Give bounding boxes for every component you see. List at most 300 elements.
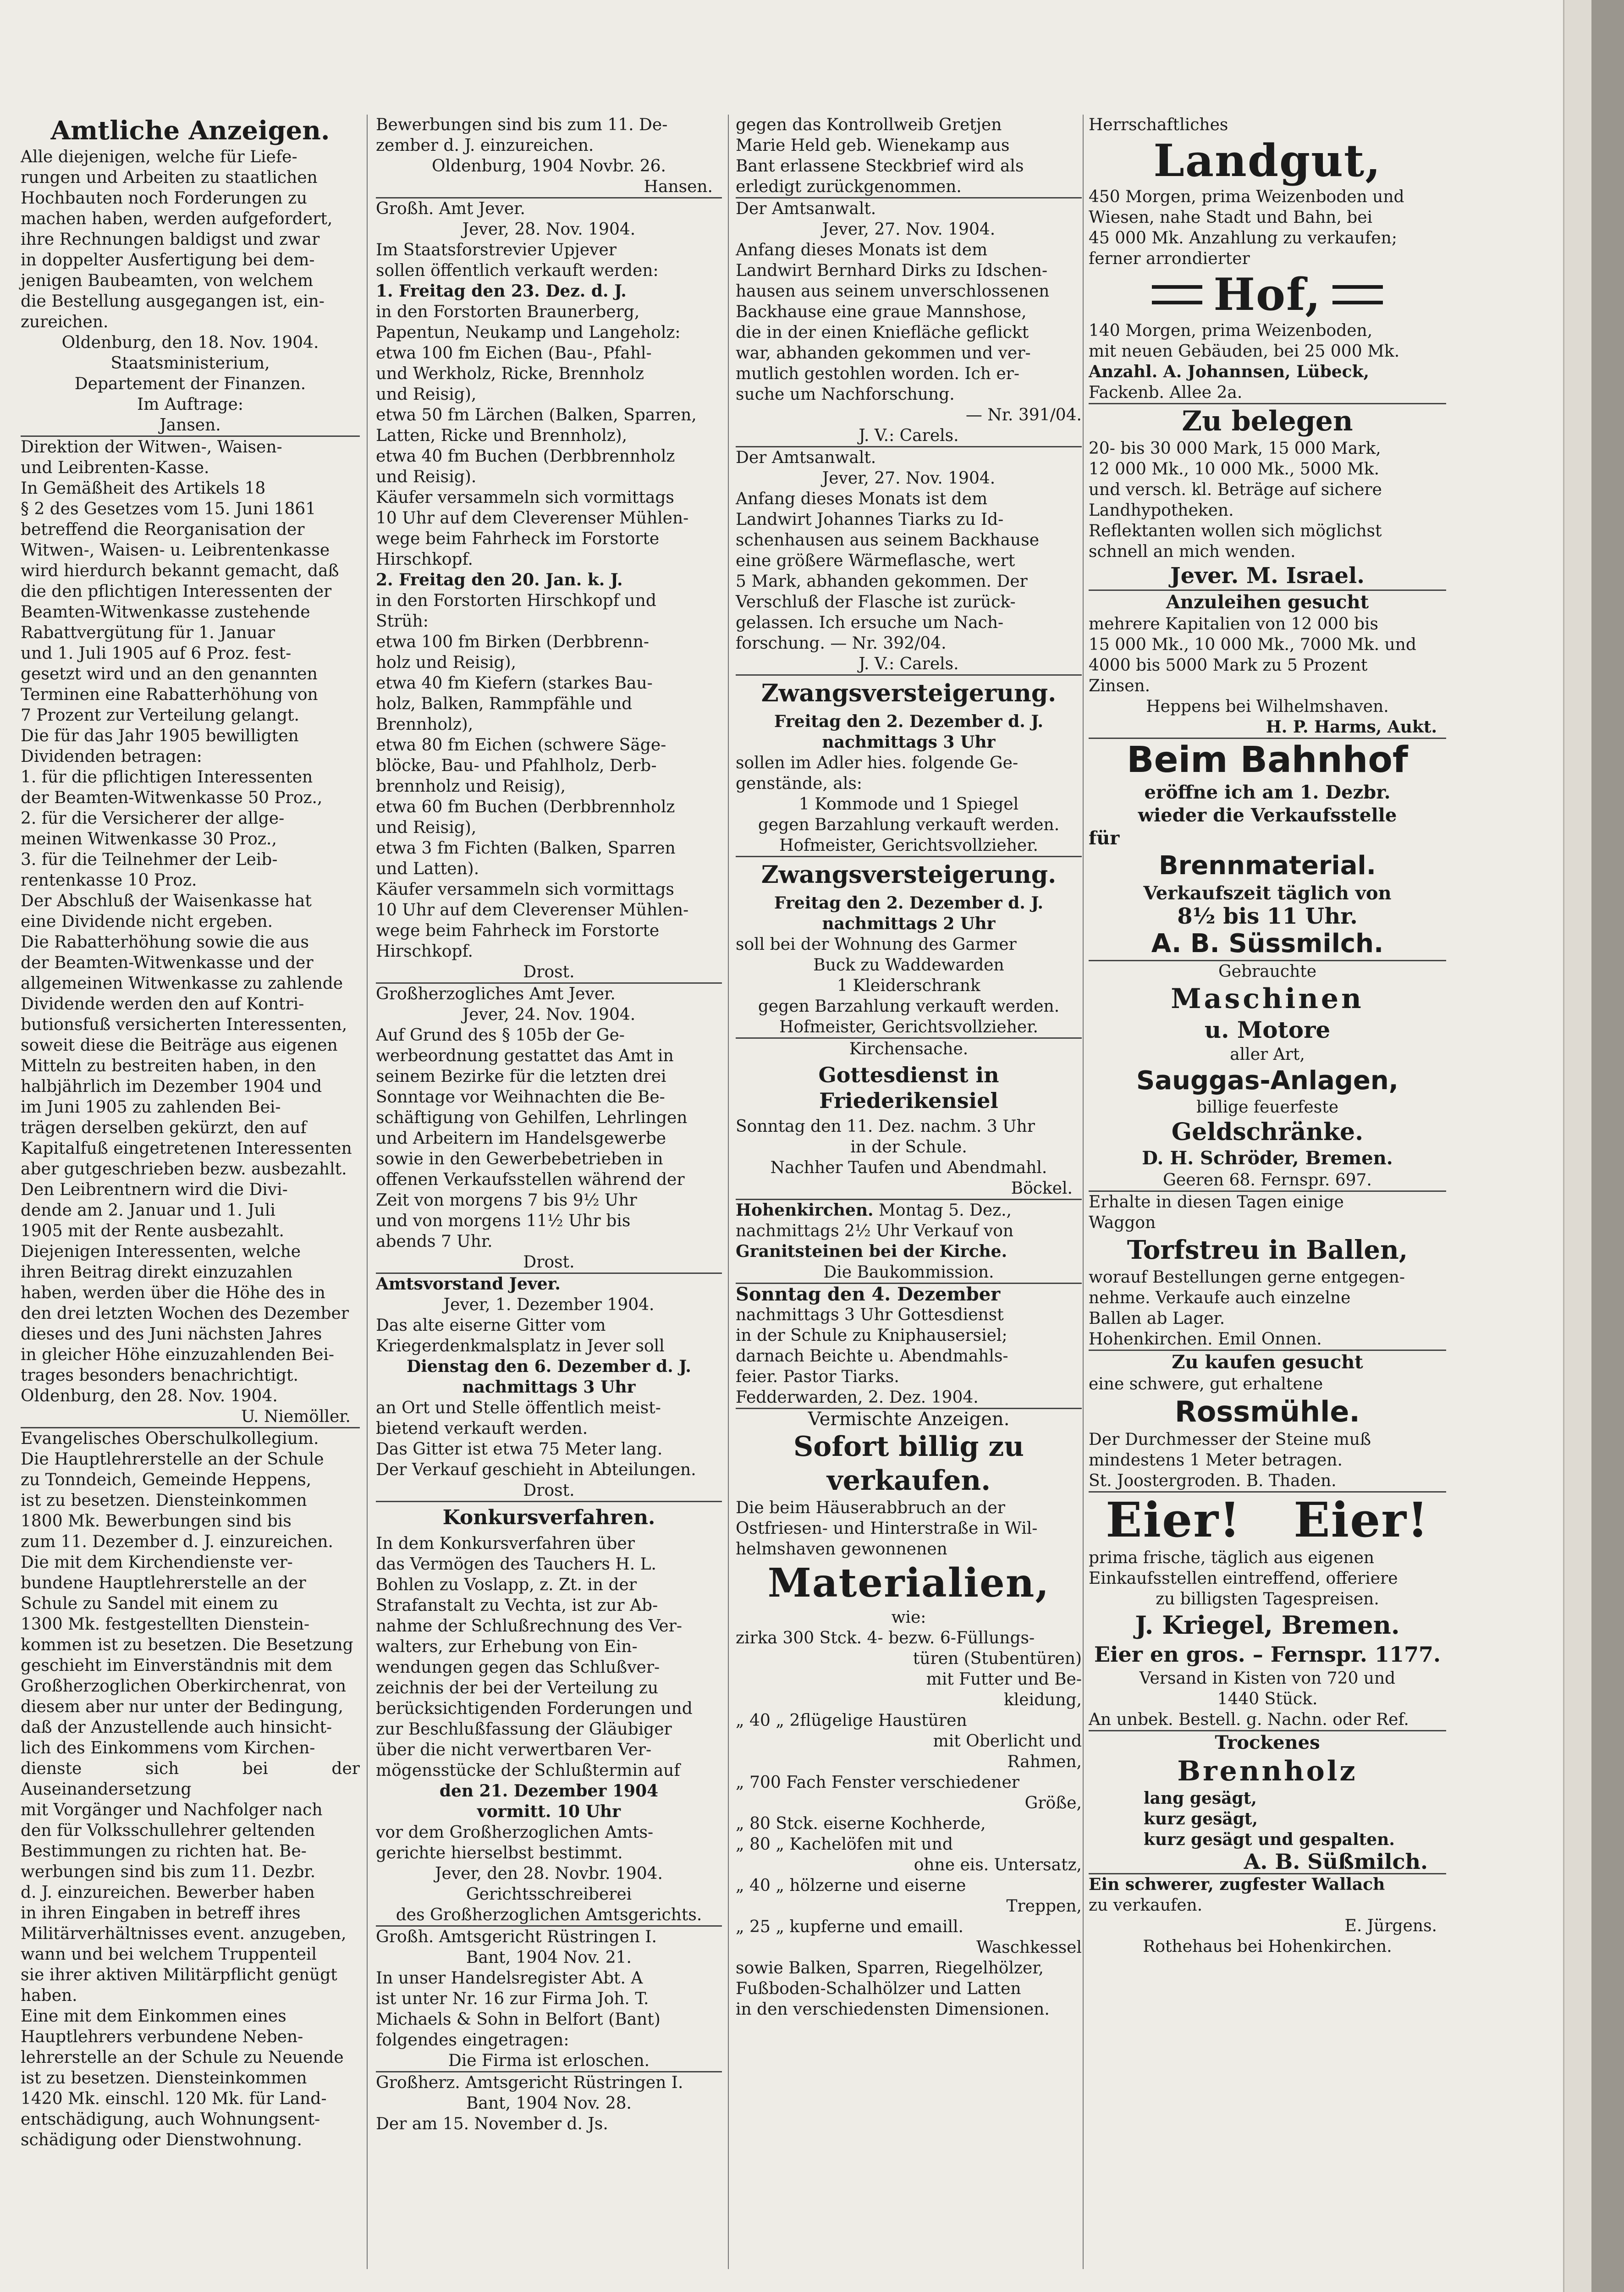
notice-top <box>376 115 722 197</box>
text-line: schenhausen aus seinem Backhause <box>736 531 1039 550</box>
text-line: forschung. — Nr. 392/04. <box>736 634 947 653</box>
signature: Drost. <box>523 963 575 981</box>
text-line: Der Amtsanwalt. <box>736 448 876 467</box>
text-line: 3. für die Teilnehmer der Leib- <box>21 850 278 869</box>
text-line: Diejenigen Interessenten, welche <box>21 1242 301 1261</box>
text-line: Fußboden-Schalhölzer und Latten <box>736 1979 1021 1998</box>
text-line: Latten, Ricke und Brennholz), <box>376 426 628 445</box>
section-title-amtliche: Amtliche Anzeigen. <box>50 116 330 146</box>
text-line: Direktion der Witwen-, Waisen- <box>21 438 282 457</box>
text-line: des Großherzoglichen Amtsgerichts. <box>396 1906 702 1924</box>
text-line: Bohlen zu Voslapp, z. Zt. in der <box>376 1576 637 1594</box>
text-line: zum 11. Dezember d. J. einzureichen. <box>21 1532 333 1551</box>
text-line: zur Beschlußfassung der Gläubiger <box>376 1720 672 1739</box>
text-line: Zinsen. <box>1089 677 1151 695</box>
text-line: Brennholz), <box>376 715 473 734</box>
bold-date: den 21. Dezember 1904 <box>439 1781 659 1801</box>
text-line: nehme. Verkaufe auch einzelne <box>1089 1289 1351 1307</box>
text-line: und versch. kl. Beträge auf sichere <box>1089 480 1382 499</box>
place-label: Hohenkirchen. <box>736 1201 874 1220</box>
text-line: worauf Bestellungen gerne entgegen- <box>1089 1268 1405 1287</box>
text-line: Bestimmungen zu richten hat. Be- <box>21 1842 307 1861</box>
signature: Im Auftrage: <box>137 395 243 414</box>
place-date: Oldenburg, den 18. Nov. 1904. <box>61 333 319 352</box>
text-line: Die beim Häuserabbruch an der <box>736 1499 1005 1517</box>
text-line: bundene Hauptlehrerstelle an der <box>21 1574 306 1592</box>
text-line: seinem Bezirke für die letzten drei <box>376 1067 666 1086</box>
text-line: Die Firma ist erloschen. <box>448 2051 650 2070</box>
list-item: „ 700 Fach Fenster verschiedener <box>736 1773 1019 1792</box>
text-line: aller Art, <box>1230 1045 1305 1064</box>
notice-vermischte <box>736 1409 1082 2020</box>
text-line: Fackenb. Allee 2a. <box>1089 383 1243 402</box>
text-line: Strüh: <box>376 612 429 631</box>
bold-date: Dienstag den 6. Dezember d. J. nachmittags 3 Uhr <box>407 1357 691 1397</box>
text-line: Der Durchmesser der Steine muß <box>1089 1430 1371 1449</box>
text-line: 1420 Mk. einschl. 120 Mk. für Land- <box>21 2089 327 2108</box>
text-line: Schule zu Sandel mit einem zu <box>21 1594 279 1613</box>
text-line: den für Volksschullehrer geltenden <box>21 1821 315 1840</box>
bold-date: 1. Freitag den 23. Dez. d. J. <box>376 281 627 301</box>
text-line: Evangelisches Oberschulkollegium. <box>21 1429 319 1448</box>
list-item: Größe, <box>1024 1794 1082 1813</box>
ad-beim-bahnhof <box>1089 739 1446 960</box>
text-line: und Werkholz, Ricke, Brennholz <box>376 364 644 383</box>
column-1 <box>21 115 360 2150</box>
text-line: nachmittags 3 Uhr Gottesdienst <box>736 1306 1004 1324</box>
divider <box>376 1501 722 1502</box>
headline: Torfstreu in Ballen, <box>1127 1235 1408 1265</box>
text-line: dende am 2. Januar und 1. Juli <box>21 1201 275 1220</box>
text-line: meinen Witwenkasse 30 Proz., <box>21 830 277 848</box>
text-line: 1. für die pflichtigen Interessenten <box>21 768 313 787</box>
signature: A. B. Süssmilch. <box>1151 929 1384 959</box>
text-line: in ihren Eingaben in betreff ihres <box>21 1904 301 1923</box>
headline: Brennholz <box>1177 1755 1358 1787</box>
text-line: jenigen Baubeamten, von welchem <box>21 271 314 290</box>
ad-landgut <box>1089 115 1446 403</box>
text-line: lich des Einkommens vom Kirchen- <box>21 1739 315 1758</box>
notice-forst <box>376 198 722 982</box>
text-line: berücksichtigenden Forderungen und <box>376 1699 693 1718</box>
place-date: Oldenburg, den 28. Nov. 1904. <box>21 1387 278 1405</box>
text-line: und von morgens 11½ Uhr bis <box>376 1212 631 1230</box>
headline: Sauggas-Anlagen, <box>1136 1066 1398 1096</box>
notice-title: Zwangsversteigerung. <box>761 861 1057 889</box>
text-line: Papentun, Neukamp und Langeholz: <box>376 323 681 342</box>
text-line: Rothehaus bei Hohenkirchen. <box>1143 1937 1392 1956</box>
text-line: mögensstücke der Schlußtermin auf <box>376 1761 680 1780</box>
text-line: Anfang dieses Monats ist dem <box>736 490 988 508</box>
signature: St. Joostergroden. B. Thaden. <box>1089 1471 1337 1490</box>
headline: Landgut, <box>1153 135 1382 187</box>
list-item: Waschkessel <box>976 1938 1082 1957</box>
text-line: bietend verkauft werden. <box>376 1419 588 1438</box>
text-line: billige feuerfeste <box>1196 1098 1339 1117</box>
text-line: in den verschiedensten Dimensionen. <box>736 2000 1050 2019</box>
text-line: und Latten). <box>376 860 479 878</box>
headline: Rossmühle. <box>1175 1395 1360 1428</box>
text-line: Hochbauten noch Forderungen zu <box>21 189 308 208</box>
list-item: „ 40 „ hölzerne und eiserne <box>736 1876 966 1895</box>
text-line: und Leibrenten-Kasse. <box>21 458 209 477</box>
text-line: Bant erlassene Steckbrief wird als <box>736 157 1024 176</box>
column-3 <box>736 115 1082 2020</box>
text-line: betreffend die Reorganisation der <box>21 520 305 539</box>
text-line: d. J. einzureichen. Bewerber haben <box>21 1883 315 1902</box>
text-line: wege beim Fahrheck im Forstorte <box>376 921 660 940</box>
text-line: 1300 Mk. festgestellten Dienstein- <box>21 1615 310 1634</box>
text-line: allgemeinen Witwenkasse zu zahlende <box>21 974 343 993</box>
text-line: etwa 50 fm Lärchen (Balken, Sparren, <box>376 406 697 424</box>
text-line: wird hierdurch bekannt gemacht, daß <box>21 562 339 580</box>
text-line: diesem aber nur unter der Bedingung, <box>21 1697 343 1716</box>
text-line: holz, Balken, Rammpfähle und <box>376 694 633 713</box>
list-item: kleidung, <box>1003 1691 1082 1709</box>
text-line: und 1. Juli 1905 auf 6 Proz. fest- <box>21 644 292 663</box>
text-line: dieses und des Juni nächsten Jahres <box>21 1325 322 1344</box>
text-line: ist zu besetzen. Diensteinkommen <box>21 2069 307 2088</box>
ad-maschinen <box>1089 961 1446 1190</box>
text-line: 12 000 Mk., 10 000 Mk., 5000 Mk. <box>1089 460 1380 479</box>
text-line: werbungen sind bis zum 11. Dezbr. <box>21 1862 316 1881</box>
ad-wallach <box>1089 1874 1446 1957</box>
headline: Beim Bahnhof <box>1127 739 1408 781</box>
text-line: Eier en gros. – Fernspr. 1177. <box>1094 1642 1441 1667</box>
text-line: etwa 100 fm Birken (Derbbrenn- <box>376 633 650 651</box>
text-line: im Juni 1905 zu zahlenden Bei- <box>21 1098 281 1117</box>
headline: Brennmaterial. <box>1159 851 1376 881</box>
notice-title: Gottesdienst in Friederikensiel <box>818 1063 999 1113</box>
firm-name: D. H. Schröder, Bremen. <box>1142 1147 1393 1169</box>
text-line: Dividende werden den auf Kontri- <box>21 995 304 1014</box>
text-line: sowie in den Gewerbebetrieben in <box>376 1150 663 1168</box>
text-line: Strafanstalt zu Vechta, ist zur Ab- <box>376 1596 658 1615</box>
text-line: eine Dividende nicht ergeben. <box>21 912 273 931</box>
text-line: 450 Morgen, prima Weizenboden und <box>1089 187 1404 206</box>
signature: A. B. Süßmilch. <box>1244 1849 1428 1874</box>
text-line: schäftigung von Gehilfen, Lehrlingen <box>376 1108 688 1127</box>
text-line: 140 Morgen, prima Weizenboden, <box>1089 321 1373 340</box>
text-line: Granitsteinen bei der Kirche. <box>736 1242 1007 1261</box>
text-line: werbeordnung gestattet das Amt in <box>376 1047 674 1065</box>
ad-label: Gebrauchte <box>1218 962 1317 981</box>
text-line: die in der einen Kniefläche geflickt <box>736 323 1029 342</box>
text-line: Landwirt Johannes Tiarks zu Id- <box>736 510 1004 529</box>
column-2 <box>376 115 722 2134</box>
text-line: wann und bei welchem Truppenteil <box>21 1945 317 1964</box>
text-line: Der Abschluß der Waisenkasse hat <box>21 892 312 910</box>
text-line: Hirschkopf. <box>376 942 473 961</box>
firm-name: J. Kriegel, Bremen. <box>1135 1610 1400 1640</box>
text-line: 1905 mit der Rente ausbezahlt. <box>21 1222 284 1240</box>
text-line: in der Schule. <box>850 1138 967 1157</box>
text-line: Kapitalfuß eingetretenen Interessenten <box>21 1139 352 1158</box>
signature: Drost. <box>523 1481 575 1500</box>
text-line: Militärverhältnisses event. anzugeben, <box>21 1924 347 1943</box>
text-line: zu billigsten Tagespreisen. <box>1156 1590 1379 1609</box>
list-item: kurz gesägt, <box>1144 1809 1258 1829</box>
text-line: Wiesen, nahe Stadt und Bahn, bei <box>1089 208 1373 227</box>
notice-bottom <box>376 2072 722 2134</box>
text-line: Ostfriesen- und Hinterstraße in Wil- <box>736 1519 1038 1538</box>
signature: Jansen. <box>160 416 221 435</box>
ad-eier <box>1089 1493 1446 1730</box>
text-line: in doppelter Ausfertigung bei dem- <box>21 251 315 270</box>
signature: U. Niemöller. <box>241 1407 351 1426</box>
list-item: „ 80 „ Kachelöfen mit und <box>736 1835 953 1854</box>
signature: H. P. Harms, Aukt. <box>1266 717 1437 737</box>
text-line: ist zu besetzen. Diensteinkommen <box>21 1491 307 1510</box>
headline: Zu belegen <box>1182 405 1353 437</box>
text-line: vor dem Großherzoglichen Amts- <box>376 1823 654 1842</box>
text-line: eine größere Wärmeflasche, wert <box>736 551 1015 570</box>
text-line: zureichen. <box>21 313 109 331</box>
text-line: Nachher Taufen und Abendmahl. <box>770 1158 1047 1177</box>
signature: Hohenkirchen. Emil Onnen. <box>1089 1330 1322 1349</box>
text-line: Oldenburg, 1904 Novbr. 26. <box>432 157 666 176</box>
signature: Departement der Finanzen. <box>74 375 306 393</box>
text-line: schädigung oder Dienstwohnung. <box>21 2131 302 2149</box>
ad-label: Zu kaufen gesucht <box>1172 1351 1363 1373</box>
text-line: 1800 Mk. Bewerbungen sind bis <box>21 1512 292 1531</box>
list-item: „ 80 Stck. eiserne Kochherde, <box>736 1814 986 1833</box>
text-line: 7 Prozent zur Verteilung gelangt. <box>21 706 299 725</box>
list-item: mit Futter und Be- <box>926 1670 1082 1689</box>
list-item: lang gesägt, <box>1144 1789 1257 1808</box>
text-line: Verkaufszeit täglich von <box>1143 882 1392 904</box>
text-line: In unser Handelsregister Abt. A <box>376 1969 643 1988</box>
text-line: Eine mit dem Einkommen eines <box>21 2007 286 2026</box>
text-line: 20- bis 30 000 Mark, 15 000 Mark, <box>1089 439 1381 458</box>
text-line: und Arbeitern im Handelsgewerbe <box>376 1129 666 1148</box>
text-line: ferner arrondierter <box>1089 249 1250 268</box>
text-line: Landhypotheken. <box>1089 501 1234 520</box>
text-line: erledigt zurückgenommen. <box>736 177 962 196</box>
text-line: In Gemäßheit des Artikels 18 <box>21 479 266 498</box>
text-line: mehrere Kapitalien von 12 000 bis <box>1089 615 1378 634</box>
ad-label: Herrschaftliches <box>1089 116 1228 134</box>
notice-title: Konkursverfahren. <box>442 1506 655 1529</box>
notice-gottesdienst <box>736 1284 1082 1408</box>
text-line: wieder die Verkaufsstelle <box>1138 804 1397 826</box>
text-line: 8½ bis 11 Uhr. <box>1177 904 1358 929</box>
text-line: offenen Verkaufsstellen während der <box>376 1170 685 1189</box>
page-stack-edge <box>1563 0 1593 2292</box>
hof-headline-row <box>1089 269 1446 320</box>
text-line: blöcke, Bau- und Pfahlholz, Derb- <box>376 756 657 775</box>
text-line: Die mit dem Kirchendienste ver- <box>21 1553 293 1572</box>
text-line: Fedderwarden, 2. Dez. 1904. <box>736 1388 979 1407</box>
text-line: ihre Rechnungen baldigst und zwar <box>21 230 320 249</box>
text-line: 1 Kommode und 1 Spiegel <box>798 795 1019 814</box>
headline: Materialien, <box>767 1560 1050 1606</box>
text-line: in gleicher Höhe einzuzahlenden Bei- <box>21 1345 335 1364</box>
headline: Eier! Eier! <box>1106 1492 1429 1548</box>
bold-date: Freitag den 2. Dezember d. J. nachmittags 3 Uhr <box>774 712 1044 752</box>
list-item: mit Oberlicht und <box>933 1732 1082 1751</box>
text-line: Ein schwerer, zugfester Wallach <box>1089 1875 1385 1894</box>
signature: Drost. <box>523 1253 575 1272</box>
text-line: Hauptlehrers verbundene Neben- <box>21 2028 303 2046</box>
text-line: An unbek. Bestell. g. Nachn. oder Ref. <box>1089 1710 1409 1729</box>
text-line: aber gutgeschrieben bezw. ausbezahlt. <box>21 1160 347 1179</box>
text-line: suche um Nachforschung. <box>736 385 955 404</box>
text-line: Waggon <box>1089 1213 1156 1232</box>
text-line: soweit diese die Beiträge aus eigenen <box>21 1036 338 1055</box>
text-line: Buck zu Waddewarden <box>813 956 1004 975</box>
text-line: Michaels & Sohn in Belfort (Bant) <box>376 2010 661 2029</box>
text-line: Kriegerdenkmalsplatz in Jever soll <box>376 1337 665 1355</box>
signature: Hansen. <box>644 177 713 196</box>
headline: verkaufen. <box>826 1465 991 1497</box>
text-line: 15 000 Mk., 10 000 Mk., 7000 Mk. und <box>1089 635 1416 654</box>
section-label: Vermischte Anzeigen. <box>808 1409 1010 1430</box>
text-line: Den Leibrentnern wird die Divi- <box>21 1180 288 1199</box>
text-line: Sonntage vor Weihnachten die Be- <box>376 1088 665 1107</box>
notice-top <box>736 115 1082 197</box>
text-line: Verschluß der Flasche ist zurück- <box>736 593 1016 612</box>
text-line: machen haben, werden aufgefordert, <box>21 209 333 228</box>
text-line: Backhause eine graue Mannshose, <box>736 303 1027 321</box>
text-line: abends 7 Uhr. <box>376 1232 493 1251</box>
text-line: walters, zur Erhebung von Ein- <box>376 1637 638 1656</box>
text-line: sollen im Adler hies. folgende Ge- <box>736 754 1018 772</box>
list-item: Treppen, <box>1006 1897 1082 1916</box>
text-line: Bant, 1904 Nov. 28. <box>466 2094 632 2113</box>
signature: E. Jürgens. <box>1344 1917 1437 1935</box>
text-line: in den Forstorten Hirschkopf und <box>376 591 656 610</box>
text-line: genstände, als: <box>736 774 862 793</box>
column-rule <box>367 115 368 2269</box>
ad-zu-belegen <box>1089 404 1446 590</box>
text-line: gegen das Kontrollweib Gretjen <box>736 116 1002 134</box>
column-4 <box>1089 115 1446 1957</box>
double-rule-ornament <box>1152 285 1202 304</box>
text-line: für <box>1089 827 1120 849</box>
notice-direktion <box>21 437 360 1427</box>
text-line: etwa 3 fm Fichten (Balken, Sparren <box>376 839 676 858</box>
bold-date: Freitag den 2. Dezember d. J. nachmittags 2 Uhr <box>774 893 1044 933</box>
divider <box>736 674 1082 676</box>
text-line: die Bestellung ausgegangen ist, ein- <box>21 292 325 311</box>
text-line: und Reisig). <box>376 468 477 486</box>
text-line: Witwen-, Waisen- u. Leibrentenkasse <box>21 541 330 560</box>
text-line: ihren Beitrag direkt einzuzahlen <box>21 1263 293 1282</box>
text-line: helmshaven gewonnenen <box>736 1540 947 1559</box>
notice-handelsregister <box>376 1927 722 2071</box>
text-line: brennholz und Reisig), <box>376 777 566 796</box>
text-line: Jever, 27. Nov. 1904. <box>822 469 996 488</box>
notice-kirchensache <box>736 1039 1082 1199</box>
text-line: Landwirt Bernhard Dirks zu Idschen- <box>736 261 1048 280</box>
text-line: 4000 bis 5000 Mark zu 5 Prozent <box>1089 656 1368 675</box>
text-line: war, abhanden gekommen und ver- <box>736 344 1031 363</box>
signature: Jever. M. Israel. <box>1170 563 1365 589</box>
text-line: kommen ist zu besetzen. Die Besetzung <box>21 1636 353 1654</box>
text-line: 45 000 Mk. Anzahlung zu verkaufen; <box>1089 229 1397 248</box>
text-line: rentenkasse 10 Proz. <box>21 871 197 890</box>
text-line: an Ort und Stelle öffentlich meist- <box>376 1399 661 1417</box>
text-line: zu Tonndeich, Gemeinde Heppens, <box>21 1471 312 1489</box>
text-line: etwa 40 fm Buchen (Derbbrennholz <box>376 447 675 466</box>
text-line: wendungen gegen das Schlußver- <box>376 1658 660 1677</box>
signature: Staatsministerium, <box>110 354 270 373</box>
text-line: die den pflichtigen Interessenten der <box>21 582 332 601</box>
text-line: etwa 80 fm Eichen (schwere Säge- <box>376 736 666 755</box>
text-line: zu verkaufen. <box>1089 1896 1203 1915</box>
list-item: zirka 300 Stck. 4- bezw. 6-Füllungs- <box>736 1629 1035 1647</box>
text-line: Erhalte in diesen Tagen einige <box>1089 1193 1344 1212</box>
text-line: hausen aus seinem unverschlossenen <box>736 282 1050 301</box>
text-line: Gerichtsschreiberei <box>466 1885 632 1904</box>
text-line: In dem Konkursverfahren über <box>376 1534 635 1553</box>
text-line: Jever, den 28. Novbr. 1904. <box>435 1864 663 1883</box>
text-line: Ballen ab Lager. <box>1089 1309 1225 1328</box>
text-line: Sonntag den 11. Dez. nachm. 3 Uhr <box>736 1117 1035 1136</box>
text-line: 10 Uhr auf dem Cleverenser Mühlen- <box>376 901 689 920</box>
text-line: wie: <box>891 1608 926 1627</box>
text-line: mit Vorgänger und Nachfolger nach <box>21 1801 323 1819</box>
text-line: geschieht im Einverständnis mit dem <box>21 1656 333 1675</box>
text-line: Geeren 68. Fernspr. 697. <box>1163 1171 1372 1190</box>
text-line: gegen Barzahlung verkauft werden. <box>758 997 1060 1016</box>
text-line: Der Verkauf geschieht in Abteilungen. <box>376 1460 696 1479</box>
text-line: trägen derselben gekürzt, den auf <box>21 1118 307 1137</box>
text-line: Käufer versammeln sich vormittags <box>376 488 674 507</box>
divider <box>736 856 1082 857</box>
signature: Hofmeister, Gerichtsvollzieher. <box>779 836 1038 855</box>
text-line: entschädigung, auch Wohnungsent- <box>21 2110 320 2129</box>
text-line: Auf Grund des § 105b der Ge- <box>376 1026 625 1045</box>
text-line: Großherzogliches Amt Jever. <box>376 985 616 1003</box>
text-line: Terminen eine Rabatterhöhung von <box>21 685 318 704</box>
text-line: halbjährlich im Dezember 1904 und <box>21 1077 322 1096</box>
text-line: zeichnis der bei der Verteilung zu <box>376 1679 659 1697</box>
text-line: Großh. Amtsgericht Rüstringen I. <box>376 1928 657 1946</box>
text-line: mit neuen Gebäuden, bei 25 000 Mk. <box>1089 342 1400 361</box>
column-rule <box>1083 115 1084 2269</box>
ad-torfstreu <box>1089 1192 1446 1350</box>
text-line: Der am 15. November d. Js. <box>376 2115 608 2133</box>
notice-title: Zwangsversteigerung. <box>761 679 1057 707</box>
text-line: Die Rabatterhöhung sowie die aus <box>21 933 309 952</box>
ad-anzuleihen <box>1089 591 1446 738</box>
text-line: eine schwere, gut erhaltene <box>1089 1375 1323 1394</box>
text-line: Jever, 24. Nov. 1904. <box>462 1005 636 1024</box>
text-line: darnach Beichte u. Abendmahls- <box>736 1347 1008 1366</box>
text-line: etwa 100 fm Eichen (Bau-, Pfahl- <box>376 344 652 363</box>
text-line: Hirschkopf. <box>376 550 473 569</box>
text-line: über die nicht verwertbaren Ver- <box>376 1741 652 1759</box>
text-line: Im Staatsforstrevier Upjever <box>376 241 617 259</box>
signature: Böckel. <box>1011 1179 1073 1198</box>
ad-brennholz <box>1089 1731 1446 1873</box>
ad-label: Trockenes <box>1215 1732 1320 1753</box>
headline: Anzuleihen gesucht <box>1166 591 1369 613</box>
list-item: „ 25 „ kupferne und emaill. <box>736 1917 964 1936</box>
page-stack-shadow <box>1591 0 1624 2292</box>
text-line: § 2 des Gesetzes vom 15. Juni 1861 <box>21 500 316 518</box>
notice-amtsanwalt-1 <box>736 198 1082 446</box>
text-line: Heppens bei Wilhelmshaven. <box>1146 697 1389 716</box>
text-line: mindestens 1 Meter betragen. <box>1089 1451 1343 1470</box>
text-line: Großherzoglichen Oberkirchenrat, von <box>21 1677 347 1696</box>
text-line: Bant, 1904 Nov. 21. <box>466 1948 632 1967</box>
text-line: lehrerstelle an der Schule zu Neuende <box>21 2048 344 2067</box>
list-item: Rahmen, <box>1007 1752 1082 1771</box>
text-line: haben, werden über die Höhe des in <box>21 1284 325 1302</box>
